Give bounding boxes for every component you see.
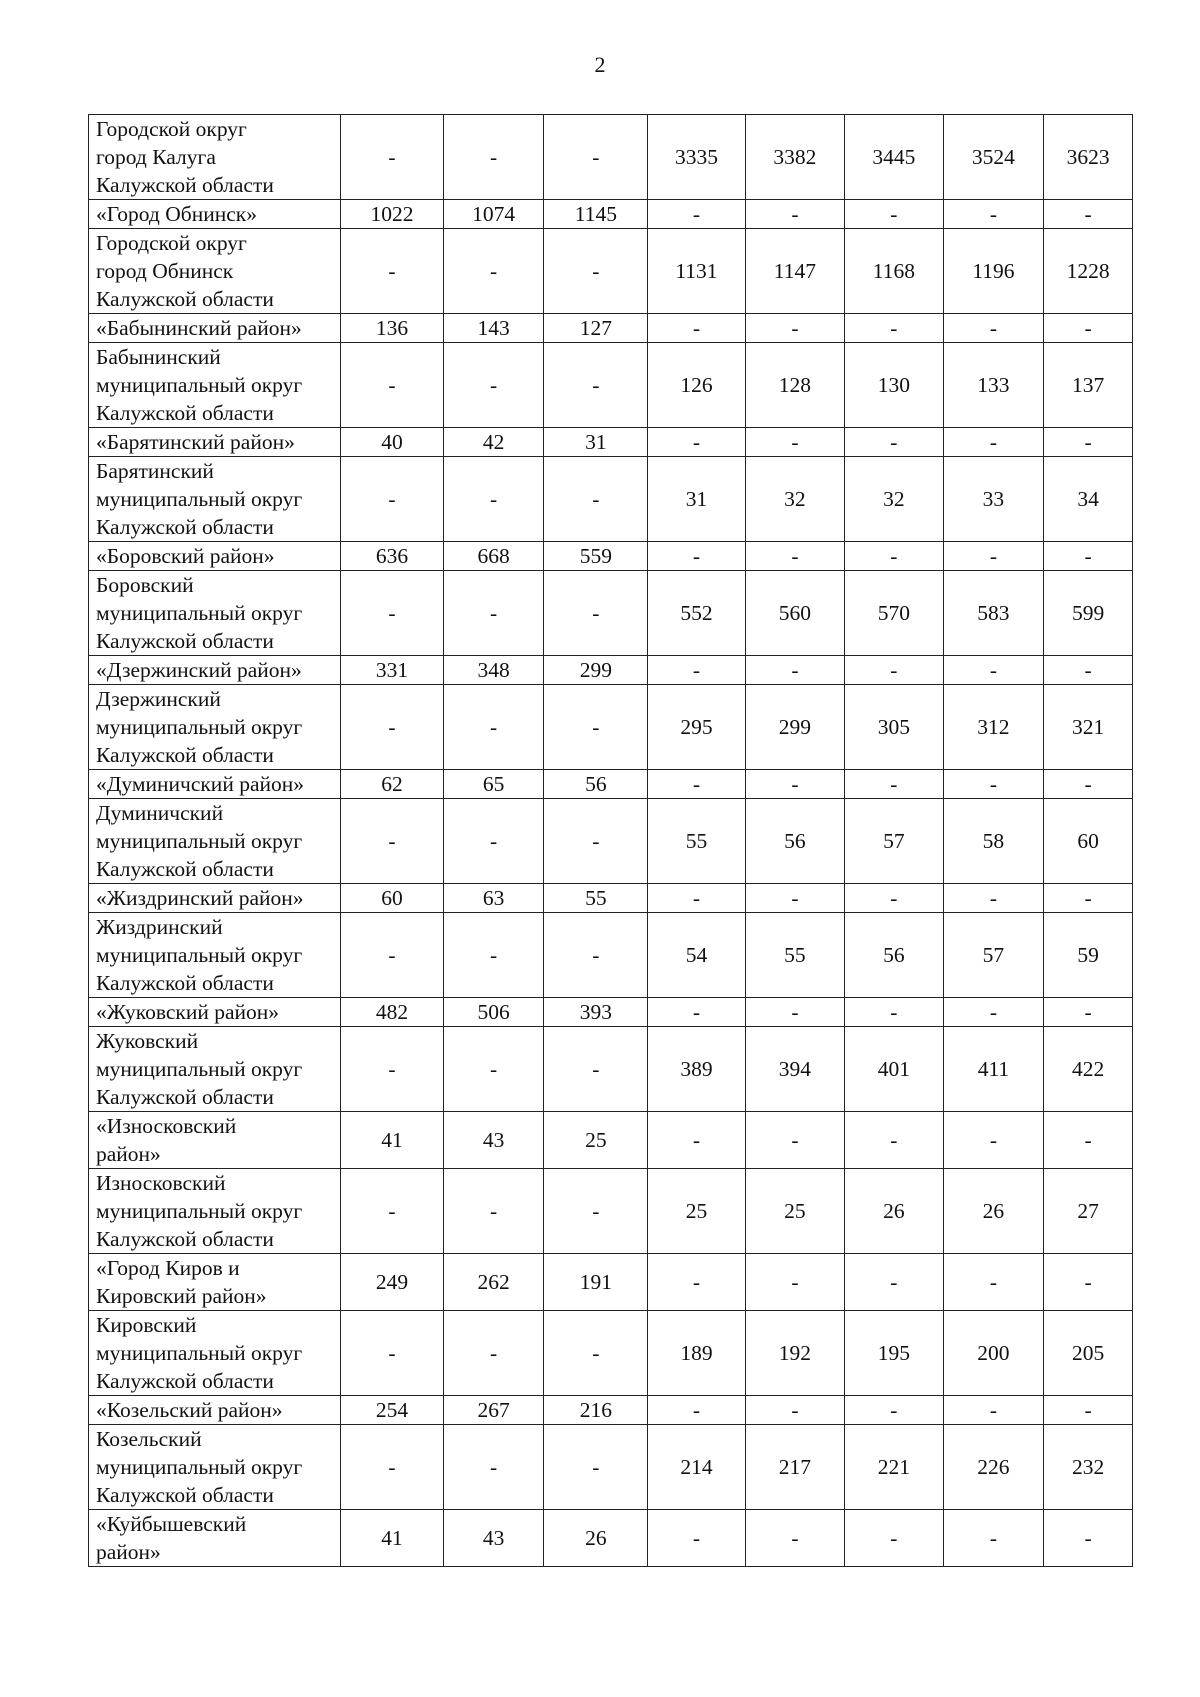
municipality-name-cell: «Барятинский район» [89,428,341,457]
value-cell: - [1044,1396,1133,1425]
value-cell: 130 [845,343,943,428]
value-cell: 3382 [745,115,845,200]
municipality-name-cell: Думиничский муниципальный округ Калужской области [89,799,341,884]
value-cell: 126 [648,343,745,428]
value-cell: 1168 [845,229,943,314]
value-cell: 56 [845,913,943,998]
value-cell: 32 [845,457,943,542]
value-cell: 55 [648,799,745,884]
value-cell: - [544,457,648,542]
value-cell: - [745,200,845,229]
value-cell: 41 [341,1112,444,1169]
table-row [89,1311,1133,1396]
value-cell: - [648,884,745,913]
table-row [89,685,1133,770]
value-cell: - [1044,1254,1133,1311]
value-cell: - [544,1169,648,1254]
value-cell: - [341,457,444,542]
table-row [89,1169,1133,1254]
value-cell: 599 [1044,571,1133,656]
table-row [89,998,1133,1027]
value-cell: - [745,314,845,343]
value-cell: 60 [1044,799,1133,884]
table-row [89,542,1133,571]
value-cell: - [544,1311,648,1396]
value-cell: - [943,200,1044,229]
value-cell: 127 [544,314,648,343]
value-cell: 321 [1044,685,1133,770]
value-cell: - [648,770,745,799]
table-row [89,1510,1133,1567]
municipality-name-cell: Износковский муниципальный округ Калужской области [89,1169,341,1254]
value-cell: 25 [745,1169,845,1254]
value-cell: - [1044,884,1133,913]
value-cell: 191 [544,1254,648,1311]
value-cell: - [845,656,943,685]
value-cell: - [845,770,943,799]
value-cell: 65 [443,770,544,799]
municipality-name-cell: Городской округ город Калуга Калужской области [89,115,341,200]
value-cell: 267 [443,1396,544,1425]
value-cell: 401 [845,1027,943,1112]
value-cell: - [943,1396,1044,1425]
value-cell: - [943,1112,1044,1169]
value-cell: - [648,314,745,343]
value-cell: - [443,799,544,884]
value-cell: - [845,200,943,229]
value-cell: - [1044,1510,1133,1567]
value-cell: - [341,571,444,656]
table-row [89,656,1133,685]
value-cell: - [943,998,1044,1027]
value-cell: 57 [845,799,943,884]
table-row [89,884,1133,913]
value-cell: 27 [1044,1169,1133,1254]
value-cell: - [648,656,745,685]
value-cell: 34 [1044,457,1133,542]
municipality-name-cell: «Козельский район» [89,1396,341,1425]
value-cell: - [544,343,648,428]
value-cell: 31 [648,457,745,542]
value-cell: - [745,1112,845,1169]
table-row [89,428,1133,457]
value-cell: 33 [943,457,1044,542]
value-cell: 394 [745,1027,845,1112]
value-cell: 232 [1044,1425,1133,1510]
value-cell: - [745,998,845,1027]
municipality-name-cell: «Дзержинский район» [89,656,341,685]
value-cell: - [845,428,943,457]
value-cell: 393 [544,998,648,1027]
value-cell: - [544,571,648,656]
value-cell: 59 [1044,913,1133,998]
table-row [89,314,1133,343]
value-cell: - [745,656,845,685]
value-cell: - [1044,542,1133,571]
value-cell: 32 [745,457,845,542]
value-cell: - [544,115,648,200]
value-cell: 3445 [845,115,943,200]
value-cell: 348 [443,656,544,685]
value-cell: 636 [341,542,444,571]
value-cell: - [745,542,845,571]
page-number: 2 [594,52,606,77]
value-cell: 137 [1044,343,1133,428]
value-cell: 26 [943,1169,1044,1254]
municipality-name-cell: «Город Обнинск» [89,200,341,229]
municipality-name-cell: Городской округ город Обнинск Калужской области [89,229,341,314]
value-cell: - [648,1254,745,1311]
value-cell: 331 [341,656,444,685]
value-cell: 133 [943,343,1044,428]
value-cell: 55 [544,884,648,913]
value-cell: 559 [544,542,648,571]
value-cell: 422 [1044,1027,1133,1112]
value-cell: 506 [443,998,544,1027]
value-cell: 62 [341,770,444,799]
value-cell: 143 [443,314,544,343]
municipality-name-cell: «Бабынинский район» [89,314,341,343]
value-cell: - [845,1112,943,1169]
municipality-name-cell: Жиздринский муниципальный округ Калужской области [89,913,341,998]
value-cell: - [648,200,745,229]
value-cell: - [544,1027,648,1112]
value-cell: 262 [443,1254,544,1311]
value-cell: 54 [648,913,745,998]
table-row [89,799,1133,884]
value-cell: - [943,656,1044,685]
value-cell: - [845,1510,943,1567]
value-cell: 217 [745,1425,845,1510]
table-row [89,229,1133,314]
value-cell: 1131 [648,229,745,314]
value-cell: - [1044,998,1133,1027]
value-cell: - [1044,428,1133,457]
value-cell: 195 [845,1311,943,1396]
value-cell: - [943,1510,1044,1567]
table-row [89,1425,1133,1510]
value-cell: 43 [443,1112,544,1169]
value-cell: 60 [341,884,444,913]
value-cell: - [544,913,648,998]
value-cell: - [943,884,1044,913]
value-cell: - [648,1112,745,1169]
value-cell: - [845,1254,943,1311]
value-cell: 552 [648,571,745,656]
municipality-name-cell: Кировский муниципальный округ Калужской области [89,1311,341,1396]
municipality-name-cell: «Куйбышевский район» [89,1510,341,1567]
value-cell: - [341,1311,444,1396]
value-cell: - [341,115,444,200]
value-cell: 1145 [544,200,648,229]
value-cell: 411 [943,1027,1044,1112]
value-cell: - [443,685,544,770]
value-cell: 3335 [648,115,745,200]
value-cell: - [443,1311,544,1396]
value-cell: 189 [648,1311,745,1396]
value-cell: 58 [943,799,1044,884]
value-cell: 26 [544,1510,648,1567]
value-cell: 214 [648,1425,745,1510]
value-cell: - [845,542,943,571]
value-cell: 299 [544,656,648,685]
value-cell: - [1044,314,1133,343]
value-cell: 583 [943,571,1044,656]
value-cell: - [341,1169,444,1254]
municipality-name-cell: «Думиничский район» [89,770,341,799]
table-row [89,457,1133,542]
value-cell: 1147 [745,229,845,314]
value-cell: 40 [341,428,444,457]
value-cell: - [845,1396,943,1425]
value-cell: 312 [943,685,1044,770]
value-cell: - [443,913,544,998]
value-cell: - [648,428,745,457]
value-cell: 3524 [943,115,1044,200]
value-cell: - [745,770,845,799]
value-cell: 25 [648,1169,745,1254]
value-cell: - [745,1510,845,1567]
value-cell: - [648,1396,745,1425]
value-cell: - [648,998,745,1027]
value-cell: - [544,799,648,884]
value-cell: - [648,542,745,571]
table-row [89,1396,1133,1425]
municipality-name-cell: «Город Киров и Кировский район» [89,1254,341,1311]
value-cell: 56 [745,799,845,884]
value-cell: 200 [943,1311,1044,1396]
value-cell: 55 [745,913,845,998]
value-cell: - [943,428,1044,457]
value-cell: - [943,770,1044,799]
value-cell: 295 [648,685,745,770]
value-cell: 221 [845,1425,943,1510]
value-cell: - [1044,200,1133,229]
municipality-name-cell: Жуковский муниципальный округ Калужской области [89,1027,341,1112]
value-cell: - [443,1425,544,1510]
value-cell: - [943,314,1044,343]
value-cell: - [443,229,544,314]
value-cell: 482 [341,998,444,1027]
value-cell: - [1044,770,1133,799]
value-cell: 1228 [1044,229,1133,314]
value-cell: - [443,1169,544,1254]
value-cell: 41 [341,1510,444,1567]
value-cell: - [443,343,544,428]
table-row [89,343,1133,428]
value-cell: 43 [443,1510,544,1567]
data-table [88,114,1133,1567]
value-cell: 192 [745,1311,845,1396]
value-cell: - [341,343,444,428]
value-cell: 1074 [443,200,544,229]
value-cell: - [544,685,648,770]
value-cell: 389 [648,1027,745,1112]
municipality-name-cell: «Износковский район» [89,1112,341,1169]
value-cell: 63 [443,884,544,913]
value-cell: - [341,799,444,884]
value-cell: - [443,571,544,656]
value-cell: 299 [745,685,845,770]
value-cell: 668 [443,542,544,571]
value-cell: 57 [943,913,1044,998]
municipality-name-cell: Дзержинский муниципальный округ Калужской области [89,685,341,770]
table-row [89,115,1133,200]
value-cell: - [544,1425,648,1510]
value-cell: 136 [341,314,444,343]
value-cell: - [341,1425,444,1510]
municipality-name-cell: Боровский муниципальный округ Калужской области [89,571,341,656]
value-cell: - [745,428,845,457]
value-cell: - [1044,656,1133,685]
value-cell: - [544,229,648,314]
value-cell: - [845,884,943,913]
value-cell: 216 [544,1396,648,1425]
value-cell: - [845,998,943,1027]
value-cell: 205 [1044,1311,1133,1396]
municipality-name-cell: «Боровский район» [89,542,341,571]
table-row [89,571,1133,656]
municipality-name-cell: Барятинский муниципальный округ Калужской области [89,457,341,542]
municipality-name-cell: «Жуковский район» [89,998,341,1027]
value-cell: - [745,884,845,913]
municipality-name-cell: «Жиздринский район» [89,884,341,913]
value-cell: - [443,115,544,200]
value-cell: 3623 [1044,115,1133,200]
value-cell: - [1044,1112,1133,1169]
value-cell: - [341,229,444,314]
value-cell: - [341,1027,444,1112]
value-cell: 1196 [943,229,1044,314]
value-cell: - [943,1254,1044,1311]
value-cell: - [943,542,1044,571]
value-cell: 42 [443,428,544,457]
table-row [89,1254,1133,1311]
municipality-name-cell: Козельский муниципальный округ Калужской области [89,1425,341,1510]
table-row [89,913,1133,998]
value-cell: - [648,1510,745,1567]
value-cell: - [341,913,444,998]
table-row [89,770,1133,799]
value-cell: 249 [341,1254,444,1311]
table-row [89,200,1133,229]
value-cell: - [341,685,444,770]
table-body [89,115,1133,1567]
value-cell: - [745,1254,845,1311]
value-cell: 570 [845,571,943,656]
value-cell: 560 [745,571,845,656]
value-cell: 26 [845,1169,943,1254]
value-cell: 1022 [341,200,444,229]
table-row [89,1112,1133,1169]
value-cell: 128 [745,343,845,428]
municipality-name-cell: Бабынинский муниципальный округ Калужской области [89,343,341,428]
value-cell: 31 [544,428,648,457]
value-cell: 305 [845,685,943,770]
value-cell: 254 [341,1396,444,1425]
value-cell: - [443,457,544,542]
value-cell: - [845,314,943,343]
value-cell: 25 [544,1112,648,1169]
value-cell: 56 [544,770,648,799]
value-cell: - [443,1027,544,1112]
table-row [89,1027,1133,1112]
value-cell: - [745,1396,845,1425]
value-cell: 226 [943,1425,1044,1510]
